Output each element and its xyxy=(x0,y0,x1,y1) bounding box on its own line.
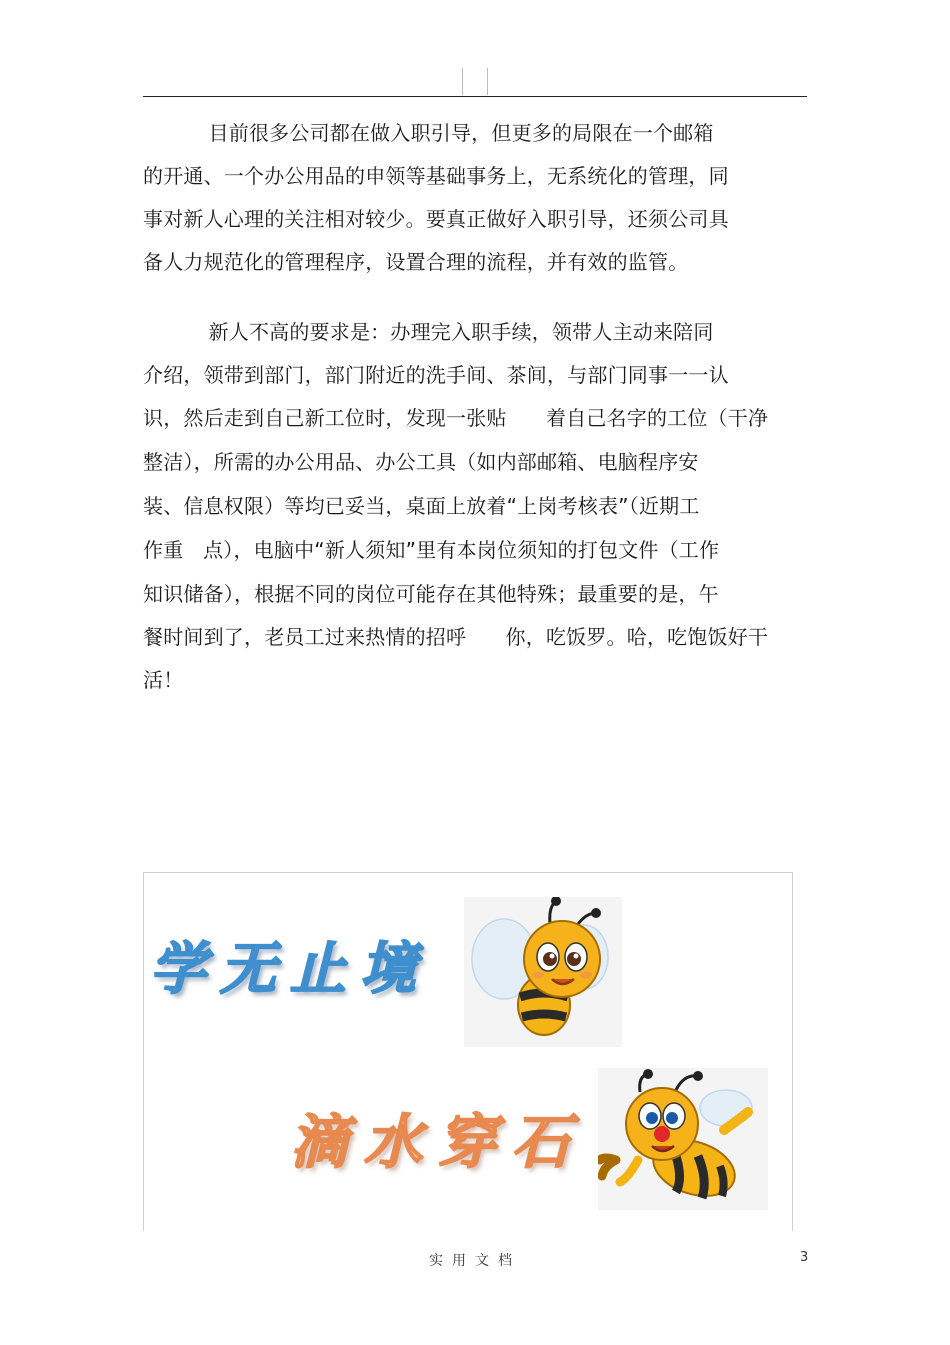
paragraph-1-line-1: 目前很多公司都在做入职引导，但更多的局限在一个邮箱 xyxy=(143,121,714,145)
paragraph-2-line-9: 活！ xyxy=(143,668,184,692)
header-rule xyxy=(143,96,807,97)
bee-icon xyxy=(598,1068,768,1210)
paragraph-1-line-2: 的开通、一个办公用品的申领等基础事务上，无系统化的管理，同 xyxy=(143,164,729,188)
paragraph-1-line-4: 备人力规范化的管理程序，设置合理的流程，并有效的监管。 xyxy=(143,250,689,274)
bee-2-drawing xyxy=(598,1068,768,1210)
paragraph-2-line-7: 知识储备），根据不同的岗位可能存在其他特殊；最重要的是，午 xyxy=(143,582,719,606)
art-text-orange: 滴水穿石 xyxy=(290,1108,587,1176)
page-number: 3 xyxy=(800,1250,809,1265)
paragraph-2-line-3: 识，然后走到自己新工位时，发现一张贴 着自己名字的工位（干净 xyxy=(143,406,769,430)
paragraph-2-line-4: 整洁），所需的办公用品、办公工具（如内部邮箱、电脑程序安 xyxy=(143,450,699,474)
bee-1-drawing xyxy=(464,897,622,1047)
art-text-blue: 学无止境 xyxy=(150,936,430,1002)
paragraph-2-line-8: 餐时间到了，老员工过来热情的招呼 你，吃饭罗。哈，吃饱饭好干 xyxy=(143,625,769,649)
bee-icon xyxy=(464,897,622,1047)
motivational-figure xyxy=(143,872,793,1231)
paragraph-2-line-6: 作重 点），电脑中“新人须知”里有本岗位须知的打包文件（工作 xyxy=(143,538,720,562)
paragraph-2-line-1: 新人不高的要求是：办理完入职手续，领带人主动来陪同 xyxy=(143,320,714,344)
paragraph-1-line-3: 事对新人心理的关注相对较少。要真正做好入职引导，还须公司具 xyxy=(143,207,729,231)
footer-label: 实用文档 xyxy=(429,1253,521,1269)
paragraph-2-line-2: 介绍，领带到部门，部门附近的洗手间、茶间，与部门同事一一认 xyxy=(143,363,729,387)
header-tab-mark xyxy=(462,68,488,95)
paragraph-2-line-5: 装、信息权限）等均已妥当，桌面上放着“上岗考核表”（近期工 xyxy=(143,494,700,518)
